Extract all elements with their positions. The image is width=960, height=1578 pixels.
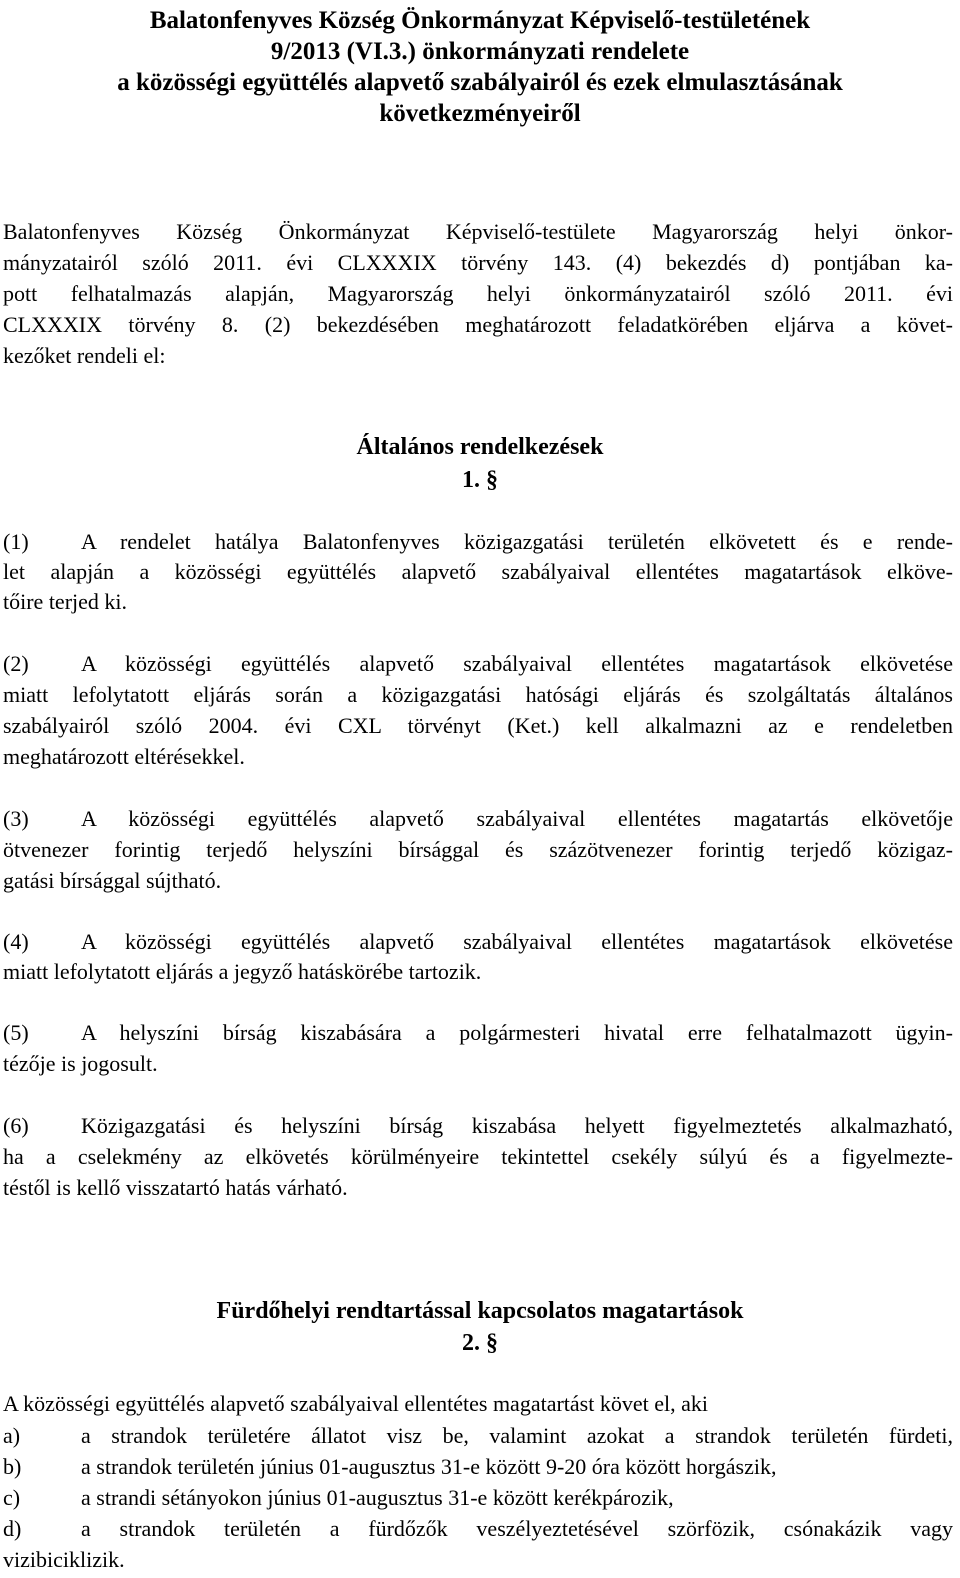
paragraph-4-line: miatt lefolytatott eljárás a jegyző hatáskörébe tartozik. bbox=[3, 959, 482, 984]
list-item-label: a) bbox=[3, 1423, 21, 1448]
paragraph-2-line: meghatározott eltérésekkel. bbox=[3, 744, 245, 769]
paragraph-number: (3) bbox=[3, 806, 29, 831]
paragraph-6-line: ha a cselekmény az elkövetés körülményeire tekintettel csekély súlyú és a figyelmezte- bbox=[3, 1144, 953, 1169]
list-item-text: a strandok területén június 01-augusztus 31-e között 9-20 óra között horgászik, bbox=[81, 1454, 777, 1479]
paragraph-2-line bbox=[3, 650, 953, 678]
preamble-line: kezőket rendeli el: bbox=[3, 343, 166, 368]
list-item-text: a strandok területére állatot visz be, valamint azokat a strandok területén fürdeti, bbox=[81, 1423, 953, 1448]
paragraph-text: A közösségi együttélés alapvető szabályaival ellentétes magatartás elkövetője bbox=[81, 806, 953, 831]
paragraph-4-line bbox=[3, 928, 953, 956]
paragraph-text: A közösségi együttélés alapvető szabályaival ellentétes magatartások elkövetése bbox=[81, 651, 953, 676]
paragraph-3-line: gatási bírsággal sújtható. bbox=[3, 868, 222, 893]
section-2-number: 2. § bbox=[462, 1330, 498, 1356]
list-item bbox=[3, 1484, 953, 1512]
paragraph-number: (2) bbox=[3, 651, 29, 676]
paragraph-1-line: let alapján a közösségi együttélés alapvető szabályaival ellentétes magatartások elköve- bbox=[3, 559, 953, 584]
paragraph-1-line: tőire terjed ki. bbox=[3, 589, 128, 614]
paragraph-number: (1) bbox=[3, 529, 29, 554]
paragraph-number: (6) bbox=[3, 1113, 29, 1138]
title-line-2: 9/2013 (VI.3.) önkormányzati rendelete bbox=[270, 38, 690, 65]
list-item-label: b) bbox=[3, 1454, 22, 1479]
preamble-line: Balatonfenyves Község Önkormányzat Képviselő-testülete Magyarország helyi önkor- bbox=[3, 219, 953, 244]
section-1-number: 1. § bbox=[462, 467, 498, 493]
paragraph-number: (5) bbox=[3, 1020, 29, 1045]
paragraph-2-line: szabályairól szóló 2004. évi CXL törvényt (Ket.) kell alkalmazni az e rendeletben bbox=[3, 713, 953, 738]
preamble-line: CLXXXIX törvény 8. (2) bekezdésében meghatározott feladatkörében eljárva a követ- bbox=[3, 312, 953, 337]
list-item bbox=[3, 1453, 953, 1481]
paragraph-3-line bbox=[3, 805, 953, 833]
paragraph-text: A helyszíni bírság kiszabására a polgármesteri hivatal erre felhatalmazott ügyin- bbox=[81, 1020, 953, 1045]
paragraph-number: (4) bbox=[3, 929, 29, 954]
preamble-line: mányzatairól szóló 2011. évi CLXXXIX törvény 143. (4) bekezdés d) pontjában ka- bbox=[3, 250, 953, 275]
paragraph-5-line bbox=[3, 1019, 953, 1047]
title-line-1: Balatonfenyves Község Önkormányzat Képviselő-testületének bbox=[149, 7, 811, 34]
list-item-label: d) bbox=[3, 1516, 22, 1541]
section-2-intro: A közösségi együttélés alapvető szabályaival ellentétes magatartást követ el, aki bbox=[3, 1391, 708, 1416]
preamble-line: pott felhatalmazás alapján, Magyarország helyi önkormányzatairól szóló 2011. évi bbox=[3, 281, 953, 306]
title-line-3: a közösségi együttélés alapvető szabályairól és ezek elmulasztásának bbox=[117, 69, 843, 96]
paragraph-text: A rendelet hatálya Balatonfenyves közigazgatási területén elkövetett és e rende- bbox=[81, 529, 953, 554]
paragraph-text: Közigazgatási és helyszíni bírság kiszabása helyett figyelmeztetés alkalmazható, bbox=[81, 1113, 953, 1138]
paragraph-6-line bbox=[3, 1112, 953, 1140]
list-item-continuation: vizibiciklizik. bbox=[3, 1547, 125, 1572]
paragraph-3-line: ötvenezer forintig terjedő helyszíni bírsággal és százötvenezer forintig terjedő közigaz- bbox=[3, 837, 953, 862]
section-1-heading: Általános rendelkezések bbox=[356, 434, 604, 460]
paragraph-6-line: téstől is kellő visszatartó hatás várható. bbox=[3, 1175, 348, 1200]
paragraph-2-line: miatt lefolytatott eljárás során a közigazgatási hatósági eljárás és szolgáltatás általános bbox=[3, 682, 953, 707]
paragraph-text: A közösségi együttélés alapvető szabályaival ellentétes magatartások elkövetése bbox=[81, 929, 953, 954]
list-item-text: a strandi sétányokon június 01-augusztus 31-e között kerékpározik, bbox=[81, 1485, 674, 1510]
list-item-label: c) bbox=[3, 1485, 21, 1510]
list-item bbox=[3, 1422, 953, 1450]
list-item-text: a strandok területén a fürdőzők veszélyeztetésével szörfözik, csónakázik vagy bbox=[81, 1516, 953, 1541]
paragraph-5-line: tézője is jogosult. bbox=[3, 1051, 158, 1076]
section-2-heading: Fürdőhelyi rendtartással kapcsolatos magatartások bbox=[216, 1298, 744, 1324]
list-item bbox=[3, 1515, 953, 1543]
title-line-4: következményeiről bbox=[379, 100, 581, 127]
paragraph-1-line bbox=[3, 528, 953, 556]
